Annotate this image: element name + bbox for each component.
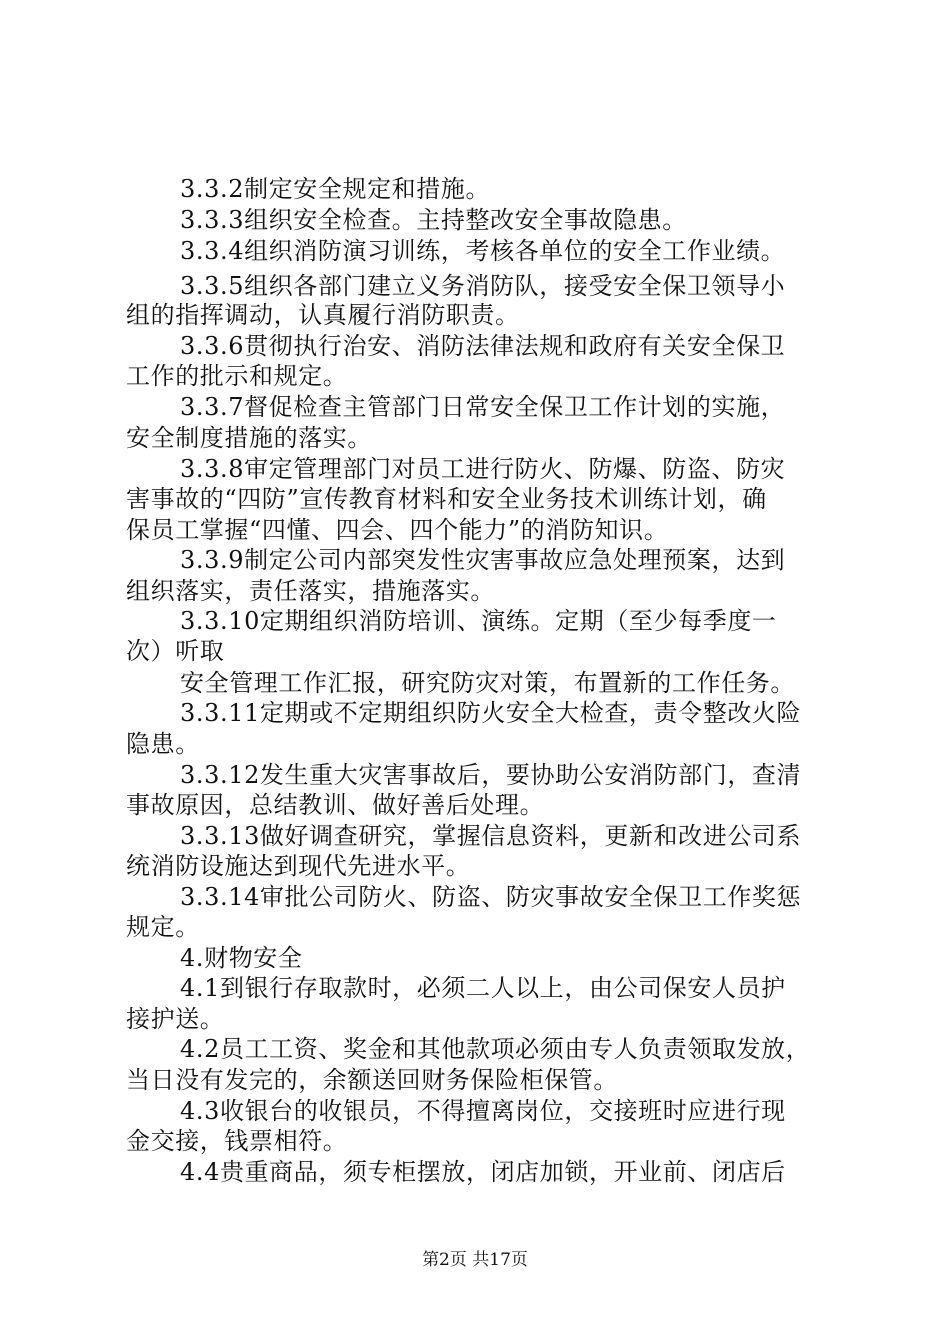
text-line: 3.3.7督促检查主管部门日常安全保卫工作计划的实施， <box>180 393 786 421</box>
text-line: 安全制度措施的落实。 <box>126 424 372 452</box>
section-heading: 4.财物安全 <box>180 944 303 972</box>
text-line: 次）听取 <box>126 637 225 665</box>
text-line: 金交接，钱票相符。 <box>126 1127 348 1155</box>
text-line: 保员工掌握“四懂、四会、四个能力”的消防知识。 <box>126 516 669 544</box>
text-line: 4.2员工工资、奖金和其他款项必须由专人负责领取发放， <box>180 1035 811 1063</box>
text-line: 害事故的“四防”宣传教育材料和安全业务技术训练计划，确 <box>126 485 767 513</box>
text-line: 组的指挥调动，认真履行消防职责。 <box>126 301 520 329</box>
text-line: 工作的批示和规定。 <box>126 362 348 390</box>
text-line: 3.3.2制定安全规定和措施。 <box>180 175 491 203</box>
text-line: 3.3.9制定公司内部突发性灾害事故应急处理预案，达到 <box>180 546 786 574</box>
text-line: 3.3.5组织各部门建立义务消防队，接受安全保卫领导小 <box>180 272 786 300</box>
text-line: 4.3收银台的收银员，不得擅离岗位，交接班时应进行现 <box>180 1097 786 1125</box>
text-line: 3.3.11定期或不定期组织防火安全大检查，责令整改火险 <box>180 699 802 727</box>
text-line: 3.3.4组织消防演习训练，考核各单位的安全工作业绩。 <box>180 237 786 265</box>
text-line: 安全管理工作汇报，研究防灾对策，布置新的工作任务。 <box>180 669 795 697</box>
text-line: 4.1到银行存取款时，必须二人以上，由公司保安人员护 <box>180 974 786 1002</box>
text-line: 3.3.14审批公司防火、防盗、防灾事故安全保卫工作奖惩 <box>180 883 802 911</box>
text-line: 隐患。 <box>126 730 200 758</box>
text-line: 3.3.10定期组织消防培训、演练。定期（至少每季度一 <box>180 607 777 635</box>
page-footer: 第2页 共17页 <box>422 1250 528 1270</box>
text-line: 当日没有发完的，余额送回财务保险柜保管。 <box>126 1066 618 1094</box>
text-line: 3.3.3组织安全检查。主持整改安全事故隐患。 <box>180 206 687 234</box>
text-line: 事故原因，总结教训、做好善后处理。 <box>126 791 545 819</box>
text-line: 规定。 <box>126 913 200 941</box>
text-line: 接护送。 <box>126 1005 225 1033</box>
text-line: 4.4贵重商品，须专柜摆放，闭店加锁，开业前、闭店后 <box>180 1158 786 1186</box>
text-line: 统消防设施达到现代先进水平。 <box>126 852 471 880</box>
text-line: 3.3.13做好调查研究，掌握信息资料，更新和改进公司系 <box>180 822 802 850</box>
text-line: 3.3.12发生重大灾害事故后，要协助公安消防部门，查清 <box>180 761 802 789</box>
text-line: 3.3.6贯彻执行治安、消防法律法规和政府有关安全保卫 <box>180 332 786 360</box>
text-line: 3.3.8审定管理部门对员工进行防火、防爆、防盗、防灾 <box>180 455 786 483</box>
text-line: 组织落实，责任落实，措施落实。 <box>126 577 495 605</box>
